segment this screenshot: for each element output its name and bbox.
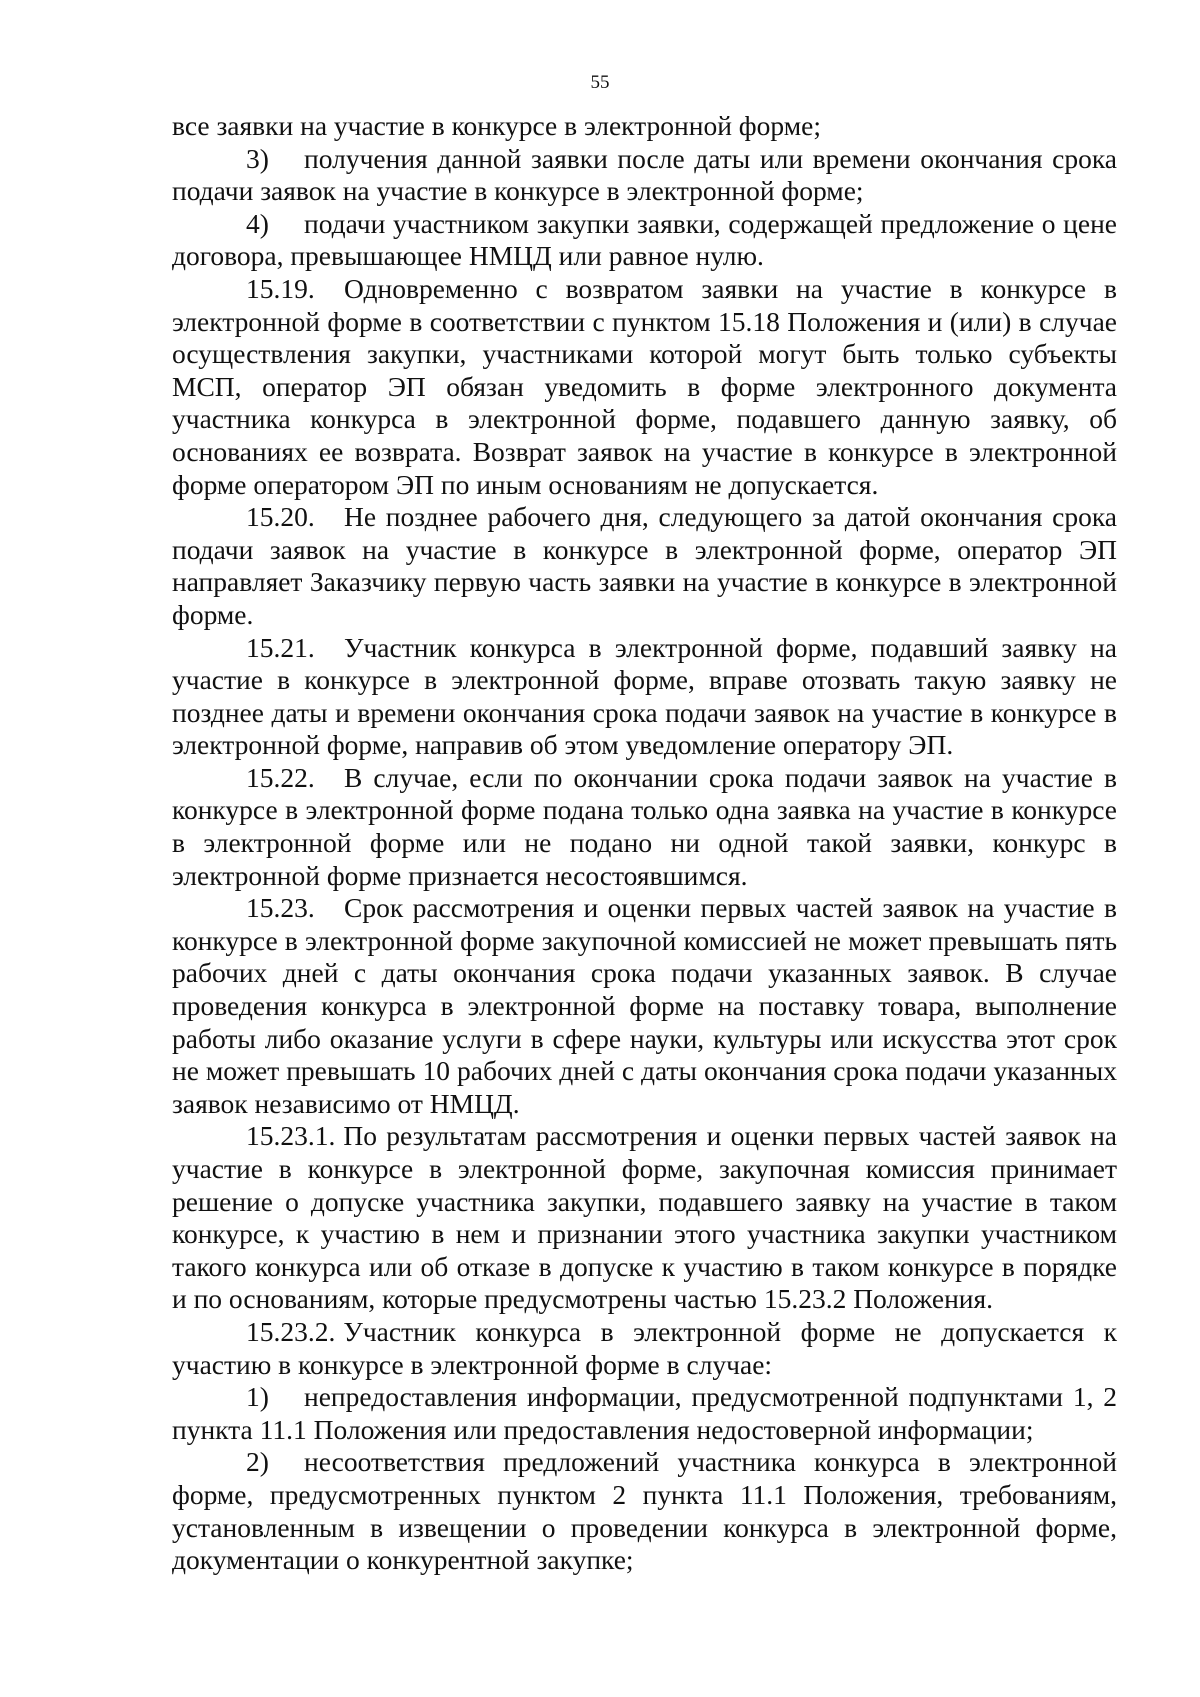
paragraph-text: Одновременно с возвратом заявки на участие в конкурсе в электронной форме в соответствии с пунктом 15.18 Положения и (или) в случае осуществления закупки, участниками которой могут быть только субъекты МСП, оператор ЭП обязан уведомить в форме электронного документа участника конкурса в электронной форме, подавшего данную заявку, об основаниях ее возврата. Возврат заявок на участие в конкурсе в электронной форме оператором ЭП по иным основаниям не допускается. — [172, 272, 1117, 500]
page-number: 55 — [590, 72, 610, 93]
paragraph-text: непредоставления информации, предусмотренной подпунктами 1, 2 пункта 11.1 Положения или предоставления недостоверной информации; — [172, 1381, 1117, 1445]
paragraph-continuation — [172, 110, 1117, 143]
clause-number: 15.21. — [246, 631, 315, 663]
clause-15-20 — [172, 501, 1117, 631]
paragraph-text: По результатам рассмотрения и оценки первых частей заявок на участие в конкурсе в электронной форме, закупочная комиссия принимает решение о допуске участника закупки, подавшего заявку на участие в таком конкурсе, к участию в нем и признании этого участника закупки участником такого конкурса или об отказе в допуске к участию в таком конкурсе в порядке и по основаниям, которые предусмотрены частью 15.23.2 Положения. — [172, 1120, 1117, 1315]
paragraph-text: Срок рассмотрения и оценки первых частей заявок на участие в конкурсе в электронной форме закупочной комиссией не может превышать пять рабочих дней с даты окончания срока подачи указанных заявок. В случае проведения конкурса в электронной форме на поставку товара, выполнение работы либо оказание услуги в сфере науки, культуры или искусства этот срок не может превышать 10 рабочих дней с даты окончания срока подачи указанных заявок независимо от НМЦД. — [172, 892, 1117, 1119]
paragraph-text: Участник конкурса в электронной форме, подавший заявку на участие в конкурсе в электронной форме, вправе отозвать такую заявку не позднее даты и времени окончания срока подачи заявок на участие в конкурсе в электронной форме, направив об этом уведомление оператору ЭП. — [172, 631, 1117, 761]
list-item-3 — [172, 143, 1117, 208]
item-number: 3) — [246, 142, 269, 174]
paragraph-text: получения данной заявки после даты или времени окончания срока подачи заявок на участие в конкурсе в электронной форме; — [172, 142, 1117, 207]
paragraph-text: все заявки на участие в конкурсе в электронной форме; — [172, 110, 821, 141]
clause-15-21 — [172, 632, 1117, 762]
clause-number: 15.20. — [246, 501, 315, 533]
clause-number: 15.22. — [246, 761, 315, 793]
paragraph-text: Участник конкурса в электронной форме не допускается к участию в конкурсе в электронной форме в случае: — [172, 1315, 1117, 1380]
paragraph-text: несоответствия предложений участника конкурса в электронной форме, предусмотренных пунктом 2 пункта 11.1 Положения, требованиям, установленным в извещении о проведении конкурса в электронной форме, документации о конкурентной закупке; — [172, 1446, 1117, 1576]
clause-15-23-1 — [172, 1120, 1117, 1316]
document-body — [172, 110, 1117, 1577]
sub-item-1 — [172, 1381, 1117, 1446]
clause-number: 15.19. — [246, 272, 315, 304]
item-number: 2) — [246, 1446, 269, 1478]
list-item-4 — [172, 208, 1117, 273]
clause-number: 15.23.1. — [246, 1120, 336, 1152]
clause-15-23 — [172, 892, 1117, 1120]
item-number: 1) — [246, 1381, 269, 1413]
clause-number: 15.23. — [246, 892, 315, 924]
clause-15-22 — [172, 762, 1117, 892]
paragraph-text: Не позднее рабочего дня, следующего за датой окончания срока подачи заявок на участие в конкурсе в электронной форме, оператор ЭП направляет Заказчику первую часть заявки на участие в конкурсе в электронной форме. — [172, 501, 1117, 630]
paragraph-text: В случае, если по окончании срока подачи заявок на участие в конкурсе в электронной форме подана только одна заявка на участие в конкурсе в электронной форме или не подано ни одной такой заявки, конкурс в электронной форме признается несостоявшимся. — [172, 761, 1117, 891]
clause-15-23-2 — [172, 1316, 1117, 1381]
clause-number: 15.23.2. — [246, 1315, 336, 1347]
sub-item-2 — [172, 1446, 1117, 1576]
paragraph-text: подачи участником закупки заявки, содержащей предложение о цене договора, превышающее НМЦД или равное нулю. — [172, 207, 1117, 272]
clause-15-19 — [172, 273, 1117, 501]
item-number: 4) — [246, 207, 269, 239]
